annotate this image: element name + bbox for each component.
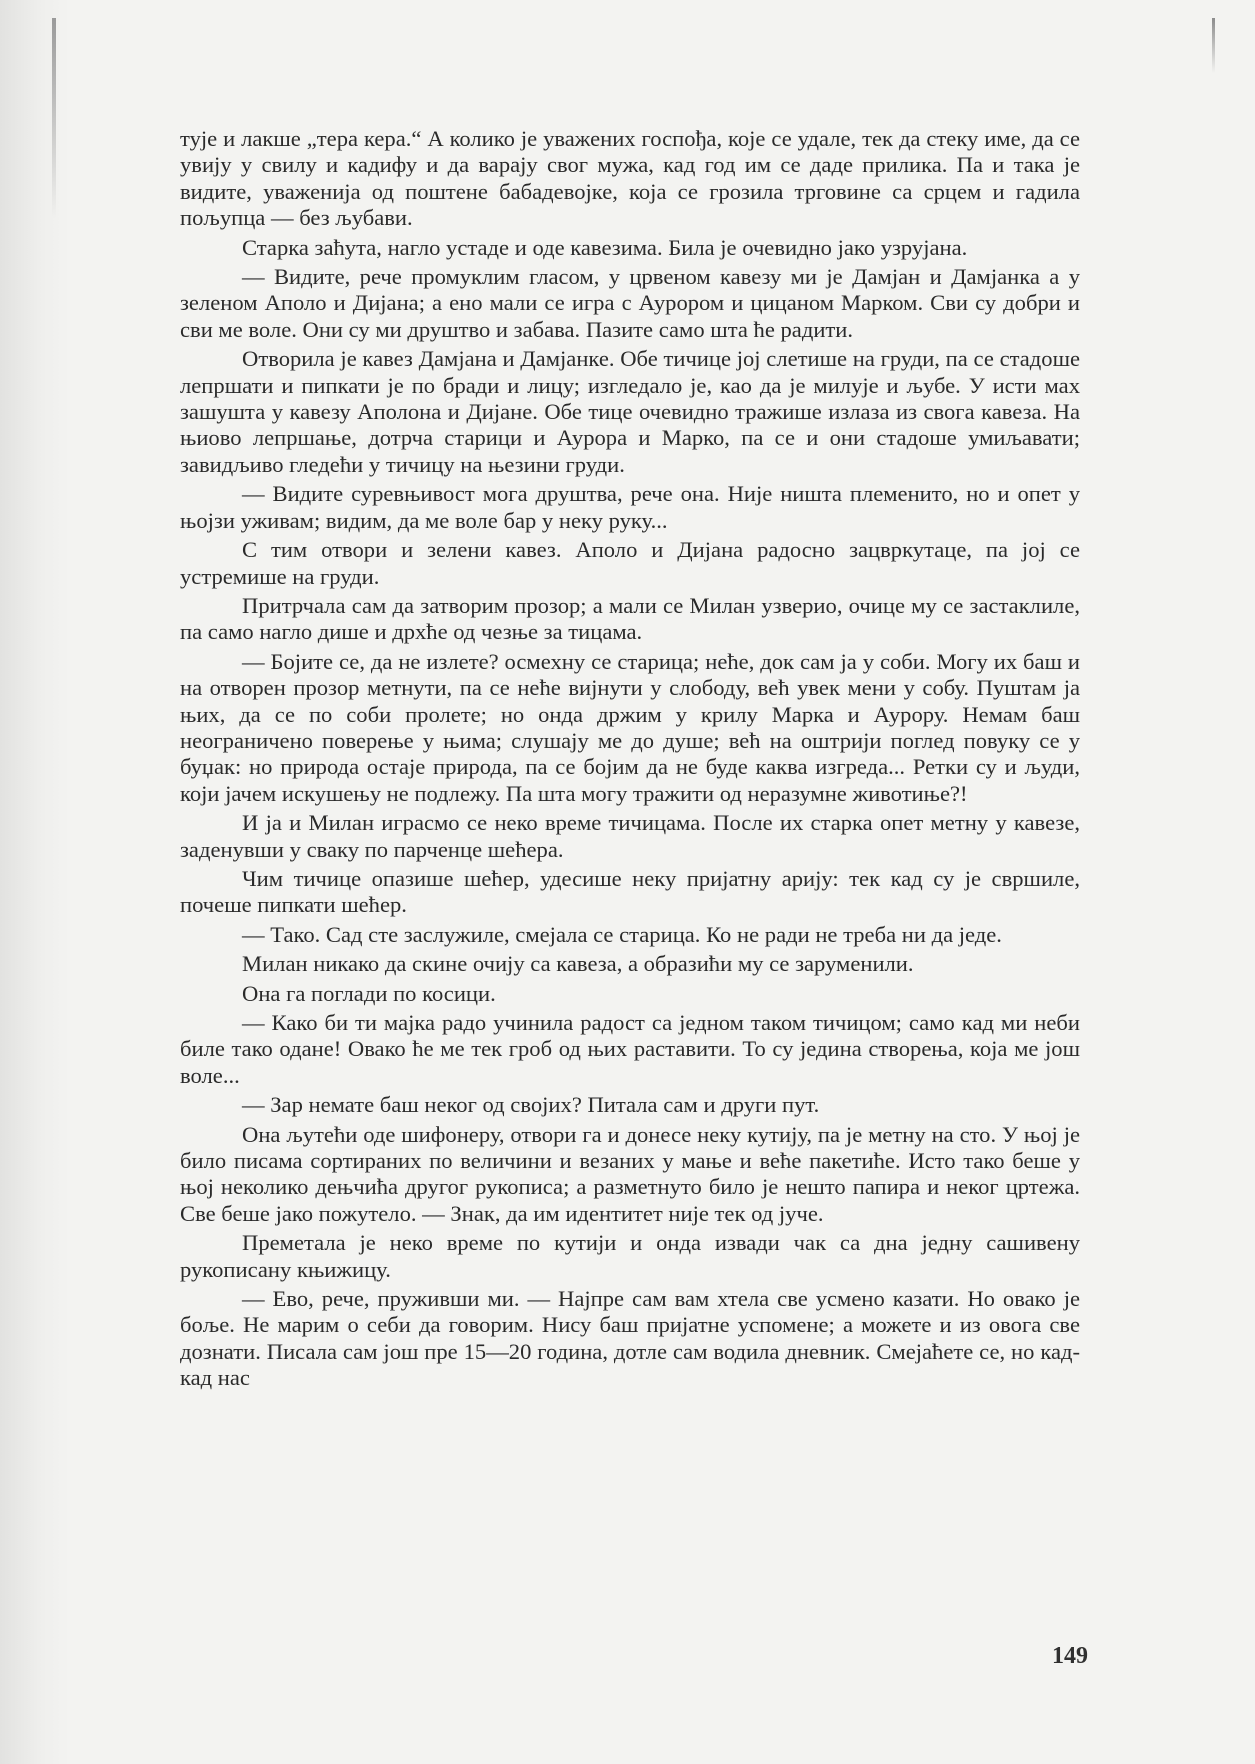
paragraph: И ја и Милан играсмо се неко време тичицама. После их старка опет метну у кавезе, заденувши у сваку по парченце шећера. [180,810,1080,862]
paragraph: Отворила је кавез Дамјана и Дамјанке. Обе тичице јој слетише на груди, па се стадоше лепршати и пипкати је по бради и лицу; изгледало је, као да је милује и љубе. У исти мах зашушта у кавезу Аполона и Дијане. Обе тице очевидно тражише излаза из свога кавеза. На њиово лепршање, дотрча старици и Аурора и Марко, па се и они стадоше умиљавати; завидљиво гледећи у тичицу на њезини груди. [180,346,1080,477]
paragraph: — Ево, рече, пруживши ми. — Најпре сам вам хтела све усмено казати. Но овако је боље. Не марим о себи да говорим. Нису баш пријатне успомене; а можете и из овога све дознати. Писала сам још пре 15—20 година, дотле сам водила дневник. Смејаћете се, но кад-кад нас [180,1286,1080,1391]
paragraph: — Како би ти мајка радо учинила радост са једном таком тичицом; само кад ми неби биле тако одане! Овако ће ме тек гроб од њих раставити. То су једина створења, која ме још воле... [180,1010,1080,1088]
scan-artifact-left [52,18,56,218]
paragraph: Старка заћута, нагло устаде и оде кавезима. Била је очевидно јако узрујана. [242,234,968,260]
body-text [180,126,1080,1395]
paragraph: Она га поглади по косици. [242,980,496,1006]
paragraph: — Видите суревњивост мога друштва, рече она. Није ништа племенито, но и опет у њојзи уживам; видим, да ме воле бар у неку руку... [180,481,1080,533]
paragraph: тује и лакше „тера кера.“ А колико је уважених госпођа, које се удале, тек да стеку име, да се увију у свилу и кадифу и да варају свог мужа, кад год им се даде прилика. Па и така је видите, уваженија од поштене бабадевојке, која се грозила трговине са срцем и гадила пољупца — без љубави. [180,126,1080,231]
paragraph: Притрчала сам да затворим прозор; а мали се Милан узверио, очице му се застаклиле, па само нагло дише и дрхће од чезње за тицама. [180,592,1080,645]
page-gutter-shadow [0,0,70,1764]
paragraph: Преметала је неко време по кутији и онда извади чак са дна једну сашивену рукописану књижицу. [180,1230,1080,1282]
paragraph: С тим отвори и зелени кавез. Аполо и Дијана радосно зацвркутаце, па јој се устремише на груди. [180,537,1080,589]
paragraph: — Бојите се, да не излете? осмехну се старица; неће, док сам ја у соби. Могу их баш и на отворен прозор метнути, па се неће вијнути у слободу, већ увек мени у собу. Пуштам ја њих, да се по соби пролете; но онда држим у крилу Марка и Аурору. Немам баш неограничено поверење у њима; слушају ме до душе; већ на оштрији поглед повуку се у буџак: но природа остаје природа, па се бојим да не буде каква изгреда... Ретки су и људи, који јачем искушењу не подлежу. Па шта могу тражити од неразумне животиње?! [180,648,1080,806]
scan-artifact-right [1212,18,1215,73]
page-number: 149 [1052,1643,1088,1669]
paragraph: — Зар немате баш неког од својих? Питала сам и други пут. [242,1092,820,1118]
paragraph: — Видите, рече промуклим гласом, у црвеном кавезу ми је Дамјан и Дамјанка а у зеленом Аполо и Дијана; а ено мали се игра с Аурором и цицаном Марком. Сви су добри и сви ме воле. Они су ми друштво и забава. Пазите само шта ће радити. [180,264,1080,342]
paragraph: Она љутећи оде шифонеру, отвори га и донесе неку кутију, па је метну на сто. У њој је било писама сортираних по величини и везаних у мање и веће пакетиће. Исто тако беше у њој неколико дењчића другог рукописа; а разметнуто било је нешто папира и неког цртежа. Све беше јако пожутело. — Знак, да им идентитет није тек од јуче. [180,1121,1080,1226]
paragraph: — Тако. Сад сте заслужиле, смејала се старица. Ко не ради не треба ни да једе. [242,921,1002,947]
paragraph: Чим тичице опазише шећер, удесише неку пријатну арију: тек кад су је свршиле, почеше пипкати шећер. [180,865,1080,918]
paragraph: Милан никако да скине очију са кавеза, а образићи му се заруменили. [242,951,914,977]
